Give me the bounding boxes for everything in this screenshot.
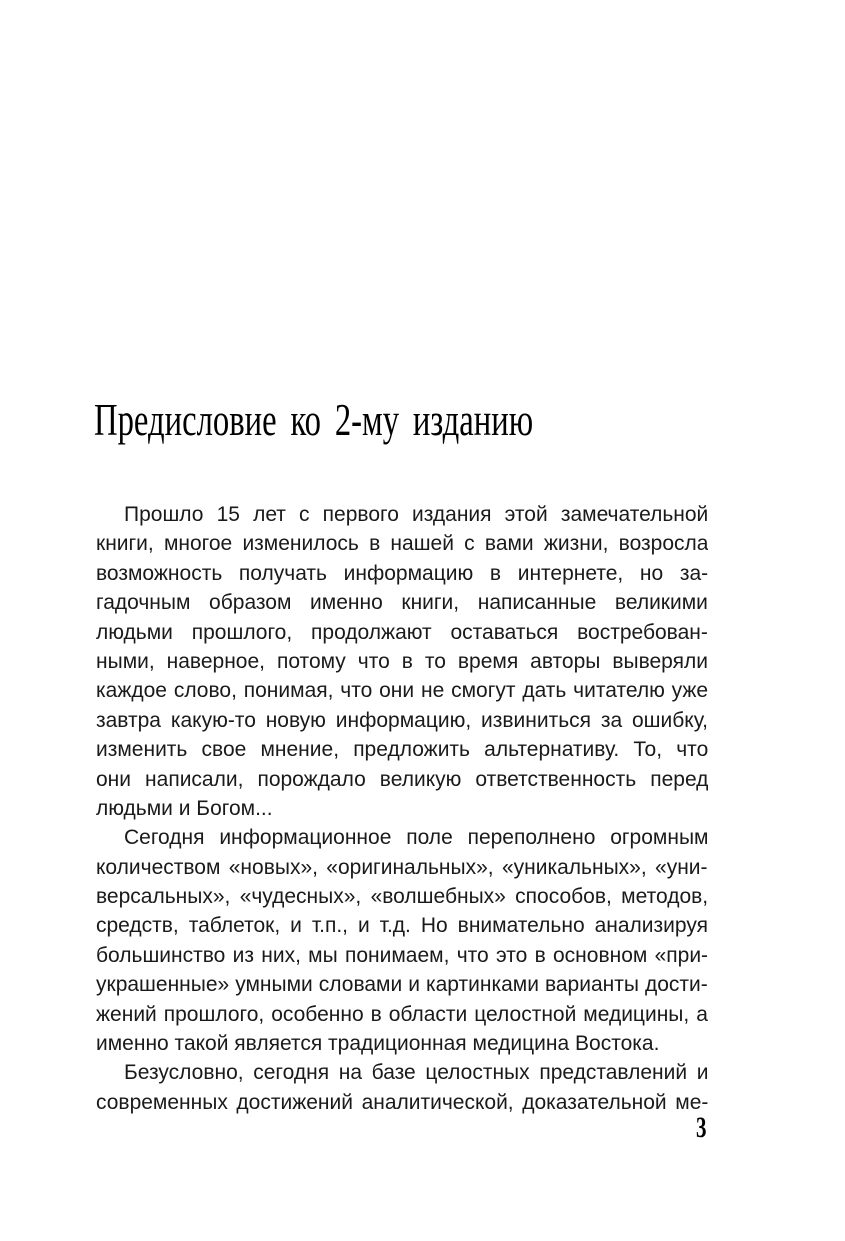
text-line-content: возможность получать информацию в интернете, но за-	[96, 561, 708, 585]
text-line-content: средств, таблеток, и т.п., и т.д. Но внимательно анализируя	[96, 914, 708, 938]
page-number: 3	[696, 1111, 707, 1144]
paragraph-1	[96, 500, 708, 823]
text-line	[96, 911, 708, 940]
text-line	[96, 588, 708, 617]
text-line-content: Сегодня информационное поле переполнено огромным	[124, 826, 708, 850]
text-line	[96, 676, 708, 705]
text-line	[96, 1088, 708, 1117]
paragraph-3	[96, 1058, 708, 1117]
text-line	[96, 823, 708, 852]
text-line	[96, 1000, 708, 1029]
text-line-content: людьми прошлого, продолжают оставаться востребован-	[96, 620, 708, 644]
text-line	[96, 1029, 708, 1058]
text-line-content: гадочным образом именно книги, написанные великими	[96, 591, 708, 615]
text-line-content: Прошло 15 лет с первого издания этой замечательной	[124, 503, 708, 526]
text-line	[96, 1058, 708, 1087]
text-line-content: книги, многое изменилось в нашей с вами жизни, возросла	[96, 532, 708, 556]
paragraph-2	[96, 823, 708, 1058]
text-line-content: именно такой является традиционная медицина Востока.	[96, 1032, 660, 1056]
text-line	[96, 500, 708, 529]
text-line-content: людьми и Богом...	[96, 796, 273, 820]
text-line-content: количеством «новых», «оригинальных», «уникальных», «уни-	[96, 855, 708, 879]
text-line-content: версальных», «чудесных», «волшебных» способов, методов,	[96, 885, 708, 909]
text-line-content: они написали, порождало великую ответственность перед	[96, 767, 708, 791]
text-line	[96, 735, 708, 764]
chapter-heading: Предисловие ко 2-му изданию	[94, 394, 534, 445]
text-line-content: ными, наверное, потому что в то время авторы выверяли	[96, 649, 708, 673]
text-line	[96, 618, 708, 647]
text-line	[96, 559, 708, 588]
text-line	[96, 941, 708, 970]
text-line-content: Безусловно, сегодня на базе целостных представлений и	[124, 1061, 708, 1085]
text-line-content: современных достижений аналитической, доказательной ме-	[96, 1090, 708, 1114]
text-line	[96, 529, 708, 558]
text-line	[96, 794, 708, 823]
text-line-content: каждое слово, понимая, что они не смогут дать читателю уже	[96, 679, 708, 703]
text-line	[96, 647, 708, 676]
text-line	[96, 706, 708, 735]
text-line-content: изменить свое мнение, предложить альтернативу. То, что	[96, 738, 708, 762]
text-line	[96, 970, 708, 999]
body-text	[96, 500, 708, 1117]
text-line	[96, 853, 708, 882]
text-line-content: большинство из них, мы понимаем, что это в основном «при-	[96, 943, 708, 967]
text-line	[96, 882, 708, 911]
text-line-content: украшенные» умными словами и картинками варианты дости-	[96, 973, 708, 997]
text-line-content: жений прошлого, особенно в области целостной медицины, а	[96, 1002, 708, 1026]
text-line	[96, 765, 708, 794]
text-line-content: завтра какую-то новую информацию, извиниться за ошибку,	[96, 708, 708, 732]
